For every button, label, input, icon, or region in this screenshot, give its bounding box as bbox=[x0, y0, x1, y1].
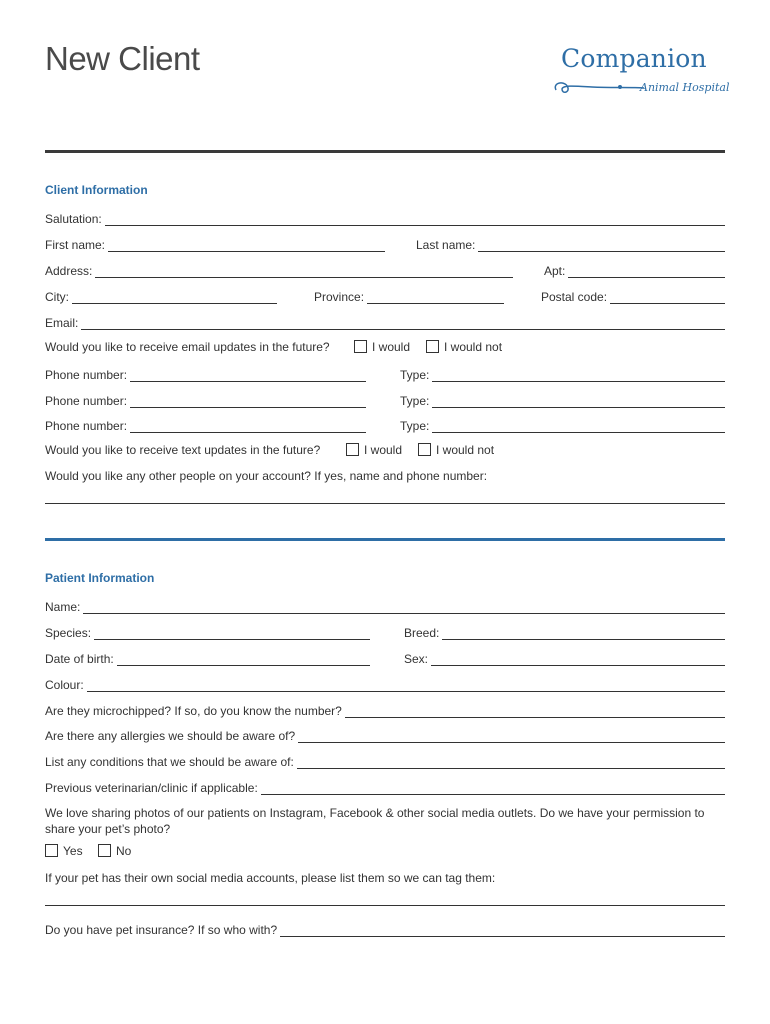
microchip-row bbox=[45, 702, 725, 718]
phone-label-1: Phone number: bbox=[45, 368, 128, 382]
text-updates-would-option[interactable] bbox=[346, 443, 402, 457]
type-field-3[interactable] bbox=[432, 420, 725, 433]
phone-label-2: Phone number: bbox=[45, 394, 128, 408]
email-would-not-label: I would not bbox=[444, 340, 503, 354]
patient-name-label: Name: bbox=[45, 600, 81, 614]
logo-swirl-icon bbox=[552, 78, 647, 98]
email-field[interactable] bbox=[81, 317, 725, 330]
last-name-field[interactable] bbox=[478, 239, 725, 252]
last-name-row bbox=[416, 236, 725, 252]
colour-row bbox=[45, 676, 725, 692]
type-row-2 bbox=[400, 392, 725, 408]
insurance-row bbox=[45, 921, 725, 937]
previous-vet-field[interactable] bbox=[261, 782, 725, 795]
allergies-field[interactable] bbox=[298, 730, 725, 743]
social-media-field[interactable] bbox=[45, 905, 725, 906]
text-would-not-checkbox[interactable] bbox=[418, 443, 431, 456]
email-updates-question: Would you like to receive email updates in the future? bbox=[45, 340, 330, 354]
email-updates-would-not-option[interactable] bbox=[426, 340, 502, 354]
city-row bbox=[45, 288, 277, 304]
microchip-label: Are they microchipped? If so, do you know the number? bbox=[45, 704, 342, 718]
page-title: New Client bbox=[45, 40, 200, 77]
first-name-row bbox=[45, 236, 385, 252]
patient-name-field[interactable] bbox=[83, 601, 725, 614]
type-label-2: Type: bbox=[400, 394, 430, 408]
phone-label-3: Phone number: bbox=[45, 419, 128, 433]
photo-no-checkbox[interactable] bbox=[98, 844, 111, 857]
photo-yes-checkbox[interactable] bbox=[45, 844, 58, 857]
breed-field[interactable] bbox=[442, 627, 725, 640]
client-section-title: Client Information bbox=[45, 183, 148, 197]
company-logo bbox=[552, 44, 732, 104]
logo-main-text: Companion bbox=[561, 44, 707, 73]
colour-label: Colour: bbox=[45, 678, 84, 692]
header-divider bbox=[45, 150, 725, 153]
logo-sub-text: Animal Hospital bbox=[640, 81, 730, 94]
social-media-question: If your pet has their own social media accounts, please list them so we can tag them: bbox=[45, 871, 496, 885]
species-label: Species: bbox=[45, 626, 92, 640]
conditions-label: List any conditions that we should be aware of: bbox=[45, 755, 294, 769]
phone-field-1[interactable] bbox=[130, 369, 366, 382]
allergies-label: Are there any allergies we should be aware of? bbox=[45, 729, 296, 743]
address-field[interactable] bbox=[95, 265, 513, 278]
type-label-1: Type: bbox=[400, 368, 430, 382]
species-field[interactable] bbox=[94, 627, 370, 640]
breed-row bbox=[404, 624, 725, 640]
species-row bbox=[45, 624, 370, 640]
phone-field-3[interactable] bbox=[130, 420, 366, 433]
phone-row-2 bbox=[45, 392, 366, 408]
postal-code-row bbox=[541, 288, 725, 304]
type-row-3 bbox=[400, 417, 725, 433]
salutation-field[interactable] bbox=[105, 213, 725, 226]
city-label: City: bbox=[45, 290, 69, 304]
conditions-row bbox=[45, 753, 725, 769]
postal-code-label: Postal code: bbox=[541, 290, 608, 304]
first-name-field[interactable] bbox=[108, 239, 385, 252]
breed-label: Breed: bbox=[404, 626, 440, 640]
microchip-field[interactable] bbox=[345, 705, 725, 718]
allergies-row bbox=[45, 727, 725, 743]
patient-section-title: Patient Information bbox=[45, 571, 155, 585]
sex-row bbox=[404, 650, 725, 666]
apt-row bbox=[544, 262, 725, 278]
address-row bbox=[45, 262, 513, 278]
previous-vet-label: Previous veterinarian/clinic if applicable: bbox=[45, 781, 258, 795]
dob-row bbox=[45, 650, 370, 666]
photo-no-option[interactable] bbox=[98, 844, 131, 858]
insurance-label: Do you have pet insurance? If so who with? bbox=[45, 923, 278, 937]
other-people-field[interactable] bbox=[45, 503, 725, 504]
email-label: Email: bbox=[45, 316, 79, 330]
province-row bbox=[314, 288, 504, 304]
phone-field-2[interactable] bbox=[130, 395, 366, 408]
dob-label: Date of birth: bbox=[45, 652, 114, 666]
address-label: Address: bbox=[45, 264, 93, 278]
province-field[interactable] bbox=[367, 291, 504, 304]
type-row-1 bbox=[400, 366, 725, 382]
salutation-row bbox=[45, 210, 725, 226]
email-would-not-checkbox[interactable] bbox=[426, 340, 439, 353]
city-field[interactable] bbox=[72, 291, 277, 304]
conditions-field[interactable] bbox=[297, 756, 725, 769]
photo-yes-option[interactable] bbox=[45, 844, 83, 858]
email-updates-would-option[interactable] bbox=[354, 340, 410, 354]
photo-yes-label: Yes bbox=[63, 844, 83, 858]
first-name-label: First name: bbox=[45, 238, 106, 252]
photo-permission-question: We love sharing photos of our patients on Instagram, Facebook & other social media outlets. Do we have your permission to share your pet’s photo? bbox=[45, 806, 705, 836]
text-updates-would-not-option[interactable] bbox=[418, 443, 494, 457]
type-field-2[interactable] bbox=[432, 395, 725, 408]
last-name-label: Last name: bbox=[416, 238, 476, 252]
apt-label: Apt: bbox=[544, 264, 566, 278]
postal-code-field[interactable] bbox=[610, 291, 725, 304]
section-divider bbox=[45, 538, 725, 541]
colour-field[interactable] bbox=[87, 679, 725, 692]
email-would-checkbox[interactable] bbox=[354, 340, 367, 353]
province-label: Province: bbox=[314, 290, 365, 304]
dob-field[interactable] bbox=[117, 653, 370, 666]
other-people-question: Would you like any other people on your account? If yes, name and phone number: bbox=[45, 469, 488, 483]
insurance-field[interactable] bbox=[280, 924, 725, 937]
text-updates-question: Would you like to receive text updates in the future? bbox=[45, 443, 321, 457]
phone-row-1 bbox=[45, 366, 366, 382]
patient-name-row bbox=[45, 598, 725, 614]
salutation-label: Salutation: bbox=[45, 212, 102, 226]
sex-label: Sex: bbox=[404, 652, 429, 666]
phone-row-3 bbox=[45, 417, 366, 433]
email-row bbox=[45, 314, 725, 330]
type-field-1[interactable] bbox=[432, 369, 725, 382]
email-would-label: I would bbox=[372, 340, 411, 354]
text-would-not-label: I would not bbox=[436, 443, 495, 457]
photo-no-label: No bbox=[116, 844, 132, 858]
sex-field[interactable] bbox=[431, 653, 725, 666]
text-would-checkbox[interactable] bbox=[346, 443, 359, 456]
apt-field[interactable] bbox=[568, 265, 725, 278]
text-would-label: I would bbox=[364, 443, 403, 457]
previous-vet-row bbox=[45, 779, 725, 795]
type-label-3: Type: bbox=[400, 419, 430, 433]
